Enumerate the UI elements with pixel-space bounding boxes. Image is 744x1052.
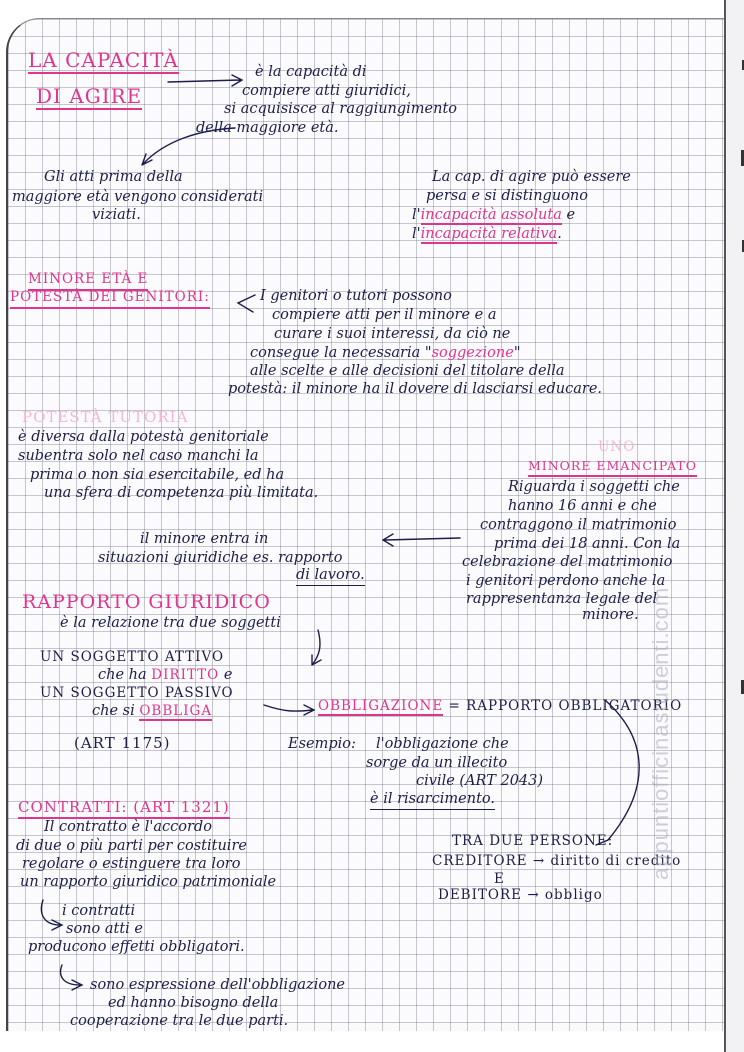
rapporto-subtitle: è la relazione tra due soggetti bbox=[60, 615, 281, 631]
effects-line: sono atti e bbox=[66, 921, 143, 937]
obbligazione-term: OBBLIGAZIONE bbox=[318, 698, 444, 714]
tutoria-line: una sfera di competenza più limitata. bbox=[44, 485, 319, 501]
esempio-line: sorge da un illecito bbox=[366, 755, 508, 771]
contratti-heading: CONTRATTI: (ART 1321) bbox=[18, 798, 230, 819]
emancipato-line: minore. bbox=[582, 607, 639, 623]
effects-line: i contratti bbox=[62, 903, 136, 919]
lavoro-line: di lavoro. bbox=[296, 566, 365, 586]
arrow-to-expression bbox=[61, 965, 82, 990]
soggetto-attivo-role: che ha DIRITTO e bbox=[98, 667, 233, 683]
capacita-def-line: è la capacità di bbox=[255, 64, 367, 80]
arrow-from-emancipato bbox=[383, 534, 460, 546]
note-right-line: l'incapacità assoluta e bbox=[412, 207, 576, 223]
tutoria-heading: POTESTÀ TUTORIA bbox=[22, 408, 189, 426]
obbliga-term: OBBLIGA bbox=[139, 703, 213, 719]
note-right-line: l'incapacità relativa. bbox=[412, 226, 562, 242]
incapacita-relativa: incapacità relativa bbox=[420, 226, 558, 242]
minore-line: I genitori o tutori possono bbox=[260, 288, 452, 304]
minore-heading-2: POTESTÀ DEI GENITORI: bbox=[10, 288, 210, 309]
capacita-title-1: LA CAPACITÀ bbox=[28, 48, 179, 72]
arrow-from-potesta bbox=[238, 295, 255, 312]
minore-line: potestà: il minore ha il dovere di lasciarsi educare. bbox=[228, 381, 603, 397]
soggetto-attivo: UN SOGGETTO ATTIVO bbox=[40, 649, 225, 665]
esempio-line: è il risarcimento. bbox=[370, 790, 495, 810]
arrow-to-obbligazione bbox=[264, 705, 314, 715]
expression-line: cooperazione tra le due parti. bbox=[70, 1013, 289, 1029]
esempio-line: civile (ART 2043) bbox=[416, 773, 544, 789]
soggetto-passivo: UN SOGGETTO PASSIVO bbox=[40, 685, 234, 701]
debitore-line: DEBITORE → obbligo bbox=[438, 887, 603, 903]
tutoria-line: prima o non sia esercitabile, ed ha bbox=[30, 467, 285, 483]
expression-line: sono espressione dell'obbligazione bbox=[90, 977, 345, 993]
note-left-line: viziati. bbox=[92, 207, 141, 223]
emancipato-line: rappresentanza legale del bbox=[466, 591, 658, 607]
emancipato-line: hanno 16 anni e che bbox=[508, 498, 657, 514]
contratti-def-line: di due o più parti per costituire bbox=[16, 838, 247, 854]
arrow-to-parties bbox=[596, 700, 639, 845]
creditore-line: CREDITORE → diritto di credito bbox=[432, 853, 682, 869]
lavoro-line: il minore entra in bbox=[140, 531, 269, 547]
capacita-def-line: della maggiore età. bbox=[196, 120, 339, 136]
arrow-to-definition bbox=[168, 75, 242, 86]
minore-line: alle scelte e alle decisioni del titolare della bbox=[250, 363, 565, 379]
rapporto-obbligatorio: = RAPPORTO OBBLIGATORIO bbox=[443, 698, 683, 714]
parties-title: TRA DUE PERSONE: bbox=[452, 833, 614, 849]
effects-line: producono effetti obbligatori. bbox=[28, 939, 245, 955]
contratti-def-line: regolare o estinguere tra loro bbox=[22, 856, 241, 872]
minore-line: compiere atti per il minore e a bbox=[272, 307, 497, 323]
soggetto-passivo-role: che si OBBLIGA bbox=[92, 703, 213, 719]
contratti-def-line: Il contratto è l'accordo bbox=[44, 819, 212, 835]
soggezione-term: soggezione bbox=[431, 345, 514, 361]
emancipato-line: i genitori perdono anche la bbox=[466, 573, 666, 589]
tutoria-line: subentra solo nel caso manchi la bbox=[18, 448, 259, 464]
incapacita-assoluta: incapacità assoluta bbox=[420, 207, 562, 223]
emancipato-line: Riguarda i soggetti che bbox=[508, 479, 680, 495]
capacita-def-line: si acquisisce al raggiungimento bbox=[224, 101, 458, 117]
note-right-line: persa e si distinguono bbox=[426, 188, 588, 204]
note-left-line: maggiore età vengono considerati bbox=[12, 189, 264, 205]
arrow-to-soggetti bbox=[312, 630, 321, 665]
expression-line: ed hanno bisogno della bbox=[108, 995, 279, 1011]
article-1175: (ART 1175) bbox=[74, 734, 171, 752]
obbligazione-line bbox=[318, 697, 682, 716]
emancipato-line: prima dei 18 anni. Con la bbox=[494, 536, 681, 552]
parties-conjunction: E bbox=[494, 871, 505, 887]
minore-line: consegue la necessaria "soggezione" bbox=[250, 345, 521, 361]
lavoro-line: situazioni giuridiche es. rapporto bbox=[98, 550, 343, 566]
capacita-title-2: DI AGIRE bbox=[36, 84, 143, 108]
arrow-to-effects bbox=[41, 900, 62, 930]
contratti-def-line: un rapporto giuridico patrimoniale bbox=[20, 874, 277, 890]
minore-line: curare i suoi interessi, da ciò ne bbox=[274, 326, 511, 342]
emancipato-faint-label: UNO bbox=[598, 439, 636, 455]
watermark: appuntiofficinastudenti.com bbox=[648, 586, 673, 880]
emancipato-line: contraggono il matrimonio bbox=[480, 517, 677, 533]
rapporto-heading: RAPPORTO GIURIDICO bbox=[22, 591, 271, 613]
tutoria-line: è diversa dalla potestà genitoriale bbox=[18, 429, 269, 445]
capacita-def-line: compiere atti giuridici, bbox=[242, 83, 411, 99]
esempio-line: l'obbligazione che bbox=[376, 736, 509, 752]
emancipato-heading: MINORE EMANCIPATO bbox=[528, 456, 697, 477]
note-left-line: Gli atti prima della bbox=[44, 169, 183, 185]
minore-heading-1: MINORE ETÀ E bbox=[28, 270, 148, 291]
note-right-line: La cap. di agire può essere bbox=[432, 169, 631, 185]
emancipato-line: celebrazione del matrimonio bbox=[462, 554, 673, 570]
esempio-label: Esempio: bbox=[288, 736, 356, 752]
diritto-term: DIRITTO bbox=[151, 667, 220, 683]
